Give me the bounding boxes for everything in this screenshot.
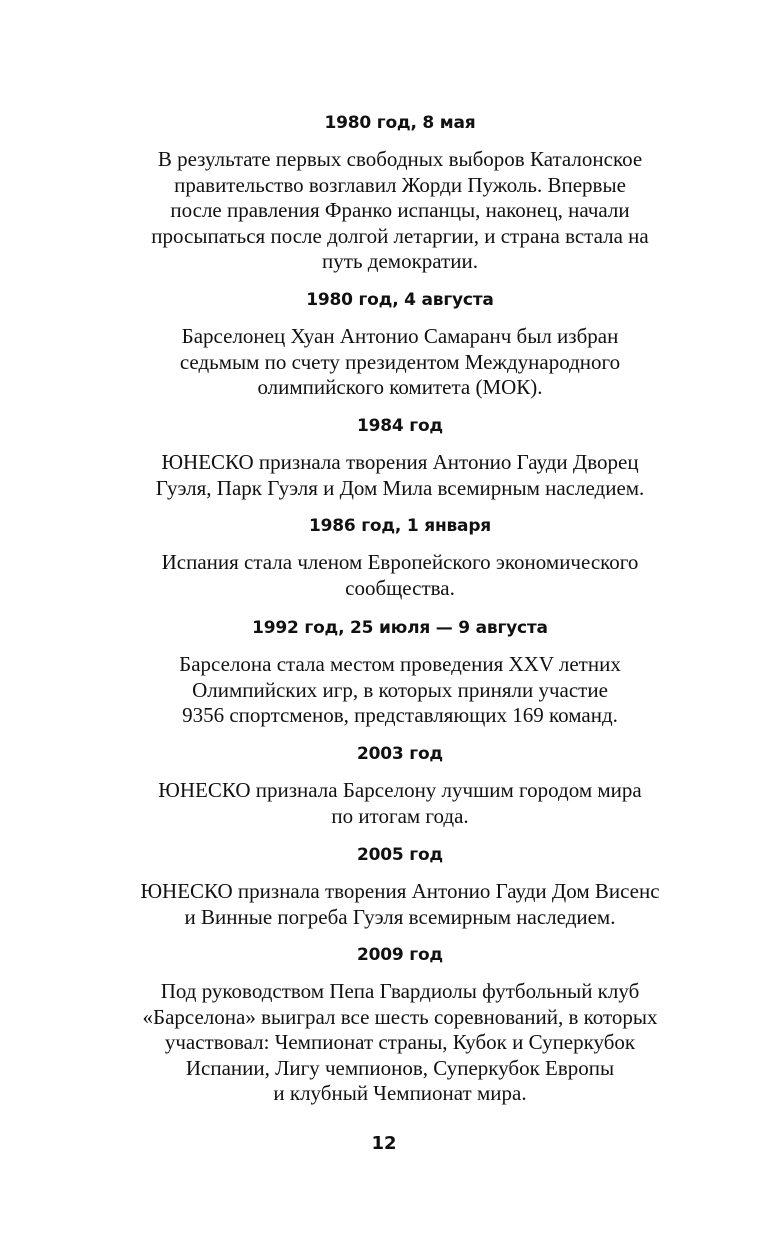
timeline-entry-1992 [110, 617, 690, 729]
text-line: и Винные погреба Гуэля всемирным наследием. [184, 904, 616, 929]
text-line: Барселонец Хуан Антонио Самаранч был избран [181, 324, 619, 348]
timeline-entry-1980-august [110, 289, 690, 401]
text-line: седьмым по счету президентом Международного [179, 349, 621, 374]
text-line: и клубный Чемпионат мира. [273, 1081, 527, 1105]
text-line: просыпаться после долгой летаргии, и страна встала на [151, 223, 649, 248]
text-line: «Барселона» выиграл все шесть соревнований, в которых [142, 1004, 658, 1029]
text-line: путь демократии. [322, 249, 478, 273]
timeline-entry-1980-may [110, 112, 690, 275]
entry-heading: 1992 год, 25 июля — 9 августа [252, 618, 548, 638]
entry-text [110, 324, 690, 401]
text-line: после правления Франко испанцы, наконец, начали [170, 198, 630, 222]
entry-heading: 2005 год [357, 845, 443, 865]
text-line: Испании, Лигу чемпионов, Суперкубок Европы [185, 1055, 615, 1080]
text-line: ЮНЕСКО признала творения Антонио Гауди Дом Висенс [140, 879, 660, 903]
text-line: Под руководством Пепа Гвардиолы футбольный клуб [160, 979, 640, 1003]
text-line: Олимпийских игр, в которых приняли участие [192, 677, 608, 702]
text-line: олимпийского комитета (МОК). [257, 375, 543, 399]
text-line: правительство возглавил Жорди Пужоль. Впервые [174, 172, 626, 197]
entry-heading: 2003 год [357, 744, 443, 764]
entry-heading: 1980 год, 4 августа [306, 290, 494, 310]
entry-heading: 1984 год [357, 416, 443, 436]
text-line: Гуэля, Парк Гуэля и Дом Мила всемирным наследием. [155, 475, 645, 500]
text-line: 9356 спортсменов, представляющих 169 команд. [182, 703, 618, 727]
entry-text [110, 979, 690, 1107]
timeline-entry-1986 [110, 515, 690, 601]
page-number: 12 [371, 1133, 397, 1154]
entry-heading: 1980 год, 8 мая [324, 113, 476, 133]
text-line: ЮНЕСКО признала творения Антонио Гауди Дворец [161, 450, 639, 474]
entry-text [110, 652, 690, 729]
timeline-entry-2009 [110, 944, 690, 1107]
entry-text [110, 778, 690, 829]
text-line: Барселона стала местом проведения XXV летних [179, 652, 621, 676]
timeline-entry-2003 [110, 743, 690, 829]
text-line: Испания стала членом Европейского экономического [161, 550, 639, 574]
text-line: В результате первых свободных выборов Каталонское [157, 147, 643, 171]
timeline-entry-1984 [110, 415, 690, 501]
entry-text [110, 550, 690, 601]
text-line: по итогам года. [331, 803, 469, 828]
timeline-entry-2005 [110, 844, 690, 930]
entry-heading: 1986 год, 1 января [308, 516, 492, 536]
entry-heading: 2009 год [357, 945, 443, 965]
text-line: сообщества. [345, 575, 455, 600]
text-line: ЮНЕСКО признала Барселону лучшим городом мира [158, 778, 642, 802]
text-line: участвовал: Чемпионат страны, Кубок и Суперкубок [164, 1030, 636, 1054]
entry-text [110, 450, 690, 501]
entry-text [110, 879, 690, 930]
entry-text [110, 147, 690, 275]
